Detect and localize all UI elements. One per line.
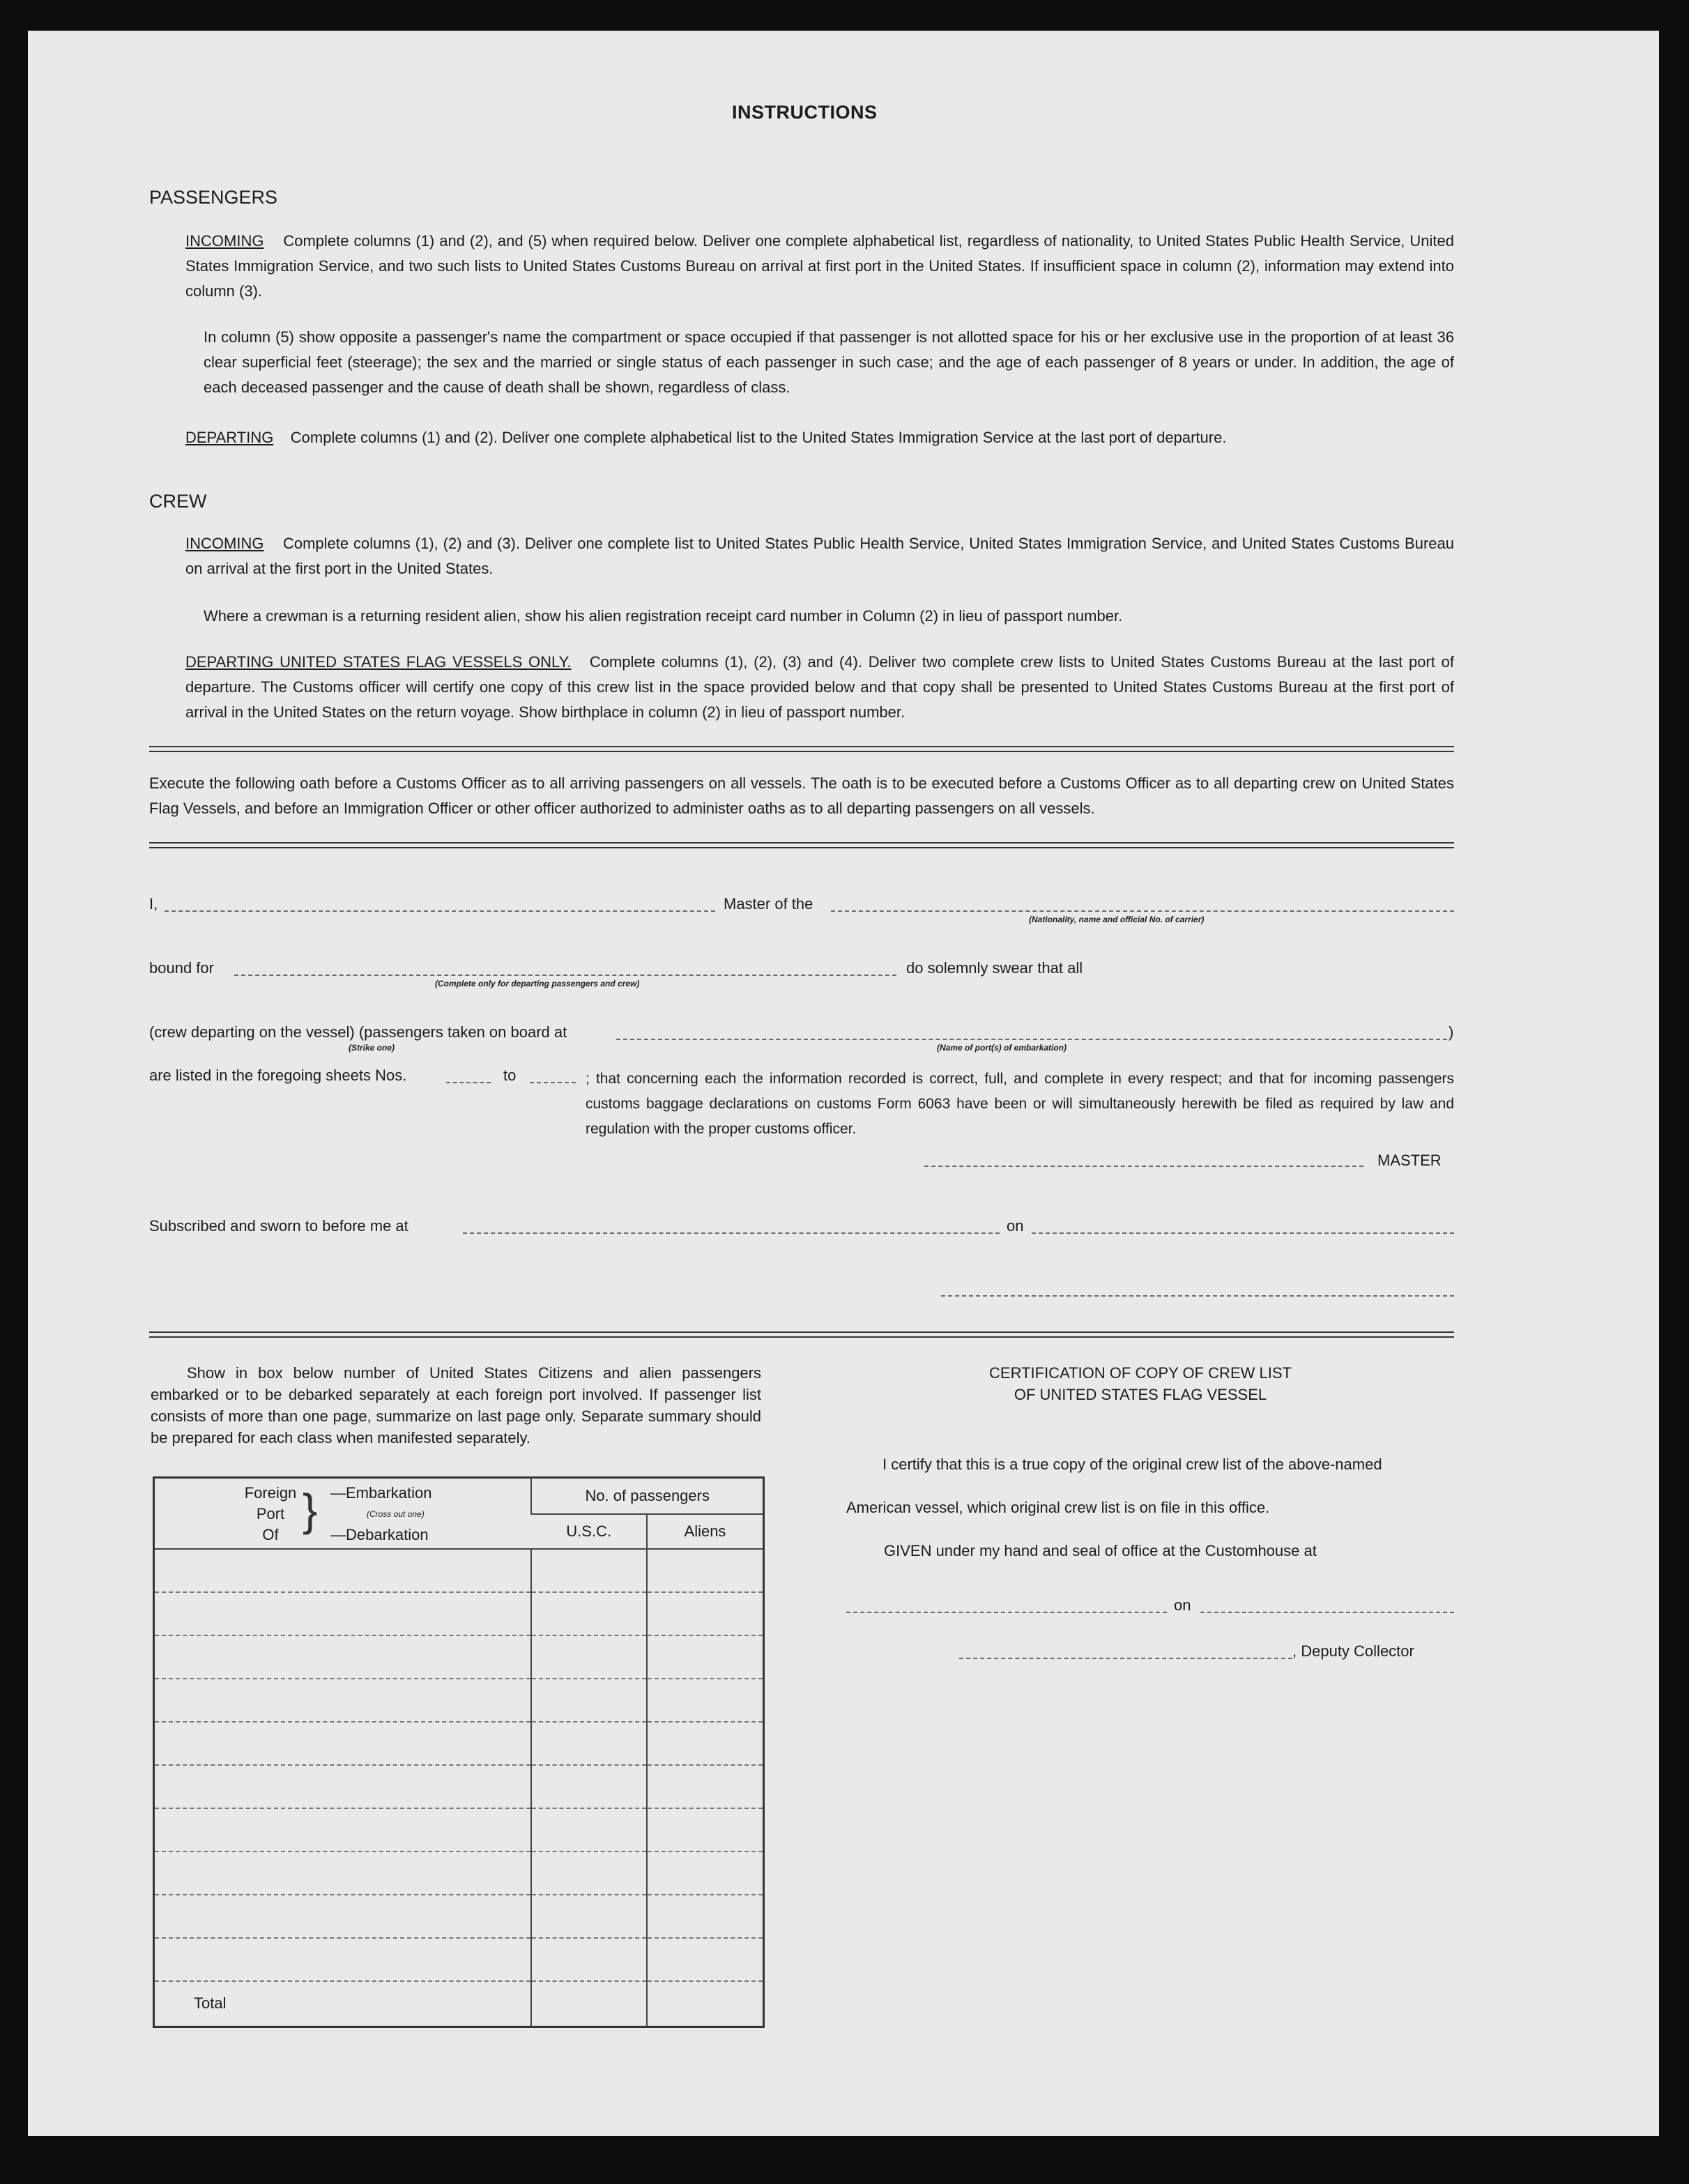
cert-on-label: on bbox=[1174, 1596, 1191, 1614]
divider-rule bbox=[149, 746, 1454, 752]
certify-line2: American vessel, which original crew list is on file in this office. bbox=[846, 1499, 1270, 1516]
certification-title-line1: CERTIFICATION OF COPY OF CREW LIST bbox=[989, 1364, 1292, 1382]
of-label: Of bbox=[262, 1526, 279, 1543]
total-row bbox=[154, 1981, 764, 2027]
crew-departing-paragraph bbox=[185, 650, 1454, 725]
table-row bbox=[154, 1679, 764, 1722]
listed-rest: ; that concerning each the information recorded is correct, full, and complete in every respect; and that for incoming passengers customs baggage declarations on customs Form 6063 have been or will simultaneously herewith be filed as required by law and regulation with the proper customs officer. bbox=[586, 1071, 1454, 1137]
table-row bbox=[154, 1938, 764, 1981]
master-label: MASTER bbox=[1377, 1152, 1442, 1169]
certification-title-line2: OF UNITED STATES FLAG VESSEL bbox=[1014, 1386, 1267, 1403]
customhouse-field[interactable] bbox=[846, 1612, 1167, 1613]
no-passengers-header: No. of passengers bbox=[531, 1478, 763, 1514]
master-of-the-label: Master of the bbox=[724, 895, 813, 912]
total-label: Total bbox=[194, 1994, 227, 2013]
usc-cell[interactable] bbox=[531, 1851, 647, 1895]
aliens-cell[interactable] bbox=[647, 1938, 764, 1981]
port-cell[interactable] bbox=[154, 1895, 532, 1938]
officer-signature-field[interactable] bbox=[941, 1295, 1454, 1297]
port-cell[interactable] bbox=[154, 1808, 532, 1851]
listed-start: are listed in the foregoing sheets Nos. bbox=[149, 1067, 407, 1084]
table-row bbox=[154, 1895, 764, 1938]
aliens-cell[interactable] bbox=[647, 1851, 764, 1895]
usc-cell[interactable] bbox=[531, 1592, 647, 1635]
usc-cell[interactable] bbox=[531, 1679, 647, 1722]
usc-cell[interactable] bbox=[531, 1765, 647, 1808]
crew-departing-text: Complete columns (1), (2), (3) and (4). Deliver two complete crew lists to United States Customs Bureau at the last port of departure. The Customs officer will certify one copy of this crew list in the space provided below and that copy shall be presented to United States Customs Bureau at the first port of arrival in the United States on the return voyage. Show birthplace in column (2) in lieu of passport number. bbox=[185, 653, 1454, 721]
sheet-to-field[interactable] bbox=[530, 1082, 576, 1083]
divider-rule bbox=[149, 1331, 1454, 1338]
passengers-incoming-paragraph bbox=[185, 229, 1454, 304]
debarkation-label: —Debarkation bbox=[330, 1526, 429, 1543]
table-row bbox=[154, 1765, 764, 1808]
cross-out-caption: (Cross out one) bbox=[367, 1509, 425, 1519]
certify-line1: I certify that this is a true copy of the original crew list of the above-named bbox=[882, 1456, 1382, 1473]
crew-departing-label: (crew departing on the vessel) (passengers taken on board at bbox=[149, 1023, 567, 1041]
aliens-cell[interactable] bbox=[647, 1679, 764, 1722]
port-cell[interactable] bbox=[154, 1592, 532, 1635]
table-row bbox=[154, 1851, 764, 1895]
summary-instruction: Show in box below number of United States Citizens and alien passengers embarked or to be debarked separately at each foreign port involved. If passenger list consists of more than one page, summarize on last page only. Separate summary should be prepared for each class when manifested separately. bbox=[151, 1364, 761, 1446]
table-row bbox=[154, 1549, 764, 1592]
aliens-cell[interactable] bbox=[647, 1765, 764, 1808]
brace-glyph: } bbox=[303, 1485, 318, 1535]
usc-cell[interactable] bbox=[531, 1938, 647, 1981]
to-label: to bbox=[503, 1067, 517, 1084]
master-name-field[interactable] bbox=[165, 910, 715, 912]
certification-title bbox=[834, 1362, 1447, 1405]
bound-for-field[interactable] bbox=[234, 975, 896, 976]
cert-date-field[interactable] bbox=[1200, 1612, 1454, 1613]
close-paren: ) bbox=[1449, 1023, 1454, 1041]
bound-for-label: bound for bbox=[149, 959, 214, 977]
passenger-summary-table bbox=[153, 1476, 765, 2028]
bound-caption: (Complete only for departing passengers and crew) bbox=[435, 979, 640, 988]
aliens-cell[interactable] bbox=[647, 1592, 764, 1635]
foreign-port-header bbox=[154, 1478, 532, 1549]
deputy-signature-field[interactable] bbox=[959, 1658, 1292, 1659]
port-cell[interactable] bbox=[154, 1851, 532, 1895]
sworn-date-field[interactable] bbox=[1032, 1232, 1454, 1234]
passengers-column5-paragraph: In column (5) show opposite a passenger's name the compartment or space occupied if that passenger is not allotted space for his or her exclusive use in the proportion of at least 36 clear superficial feet (steerage); the sex and the married or single status of each passenger in such case; and the age of each passenger of 8 years or under. In addition, the age of each deceased passenger and the cause of death shall be shown, regardless of class. bbox=[204, 328, 1454, 396]
aliens-cell[interactable] bbox=[647, 1549, 764, 1592]
table-row bbox=[154, 1722, 764, 1765]
crew-incoming-text: Complete columns (1), (2) and (3). Deliver one complete list to United States Public Health Service, United States Immigration Service, and United States Customs Bureau on arrival at the first port in the United States. bbox=[185, 535, 1454, 577]
usc-cell[interactable] bbox=[531, 1808, 647, 1851]
carrier-field[interactable] bbox=[831, 910, 1454, 912]
aliens-header: Aliens bbox=[647, 1514, 764, 1549]
usc-cell[interactable] bbox=[531, 1722, 647, 1765]
on-label: on bbox=[1007, 1217, 1024, 1235]
sheet-from-field[interactable] bbox=[446, 1082, 491, 1083]
crew-departing-label: DEPARTING UNITED STATES FLAG VESSELS ONLY. bbox=[185, 653, 572, 671]
nationality-caption: (Nationality, name and official No. of carrier) bbox=[1029, 915, 1205, 924]
oath-i-label: I, bbox=[149, 895, 158, 912]
embarkation-port-field[interactable] bbox=[616, 1039, 1447, 1040]
table-row bbox=[154, 1635, 764, 1679]
total-usc-cell[interactable] bbox=[531, 1981, 647, 2027]
crew-incoming-paragraph bbox=[185, 531, 1454, 581]
passengers-incoming-text: Complete columns (1) and (2), and (5) when required below. Deliver one complete alphabetical list, regardless of nationality, to United States Public Health Service, United States Immigration Service, and two such lists to United States Customs Bureau on arrival at first port in the United States. If insufficient space in column (2), information may extend into column (3). bbox=[185, 232, 1454, 300]
divider-rule bbox=[149, 842, 1454, 848]
oath-instruction: Execute the following oath before a Customs Officer as to all arriving passengers on all vessels. The oath is to be executed before a Customs Officer as to all departing crew on United States Flag Vessels, and before an Immigration Officer or other officer authorized to administer oaths as to all departing passengers on all vessels. bbox=[149, 774, 1454, 817]
given-line: GIVEN under my hand and seal of office at the Customhouse at bbox=[884, 1542, 1317, 1559]
port-cell[interactable] bbox=[154, 1722, 532, 1765]
aliens-cell[interactable] bbox=[647, 1808, 764, 1851]
port-cell[interactable] bbox=[154, 1938, 532, 1981]
passengers-departing-label: DEPARTING bbox=[185, 429, 274, 446]
strike-caption: (Strike one) bbox=[349, 1043, 395, 1053]
port-cell[interactable] bbox=[154, 1765, 532, 1808]
total-aliens-cell[interactable] bbox=[647, 1981, 764, 2027]
subscribed-label: Subscribed and sworn to before me at bbox=[149, 1217, 408, 1235]
passengers-departing-paragraph bbox=[185, 425, 1454, 450]
port-cell[interactable] bbox=[154, 1635, 532, 1679]
master-signature-field[interactable] bbox=[924, 1166, 1363, 1167]
port-caption: (Name of port(s) of embarkation) bbox=[937, 1043, 1067, 1053]
usc-cell[interactable] bbox=[531, 1895, 647, 1938]
port-label: Port bbox=[256, 1505, 285, 1522]
crew-resident-paragraph: Where a crewman is a returning resident alien, show his alien registration receipt card number in Column (2) in lieu of passport number. bbox=[204, 607, 1123, 625]
foreign-label: Foreign bbox=[244, 1484, 297, 1502]
usc-cell[interactable] bbox=[531, 1635, 647, 1679]
aliens-cell[interactable] bbox=[647, 1722, 764, 1765]
instructions-heading: INSTRUCTIONS bbox=[732, 102, 878, 123]
port-cell[interactable] bbox=[154, 1549, 532, 1592]
sworn-place-field[interactable] bbox=[463, 1232, 1000, 1234]
crew-heading: CREW bbox=[149, 491, 207, 512]
crew-incoming-label: INCOMING bbox=[185, 535, 264, 552]
deputy-collector-label: , Deputy Collector bbox=[1292, 1642, 1414, 1660]
aliens-cell[interactable] bbox=[647, 1895, 764, 1938]
passengers-departing-text: Complete columns (1) and (2). Deliver one complete alphabetical list to the United States Immigration Service at the last port of departure. bbox=[290, 429, 1227, 446]
port-cell[interactable] bbox=[154, 1679, 532, 1722]
swear-label: do solemnly swear that all bbox=[906, 959, 1083, 977]
aliens-cell[interactable] bbox=[647, 1635, 764, 1679]
passengers-heading: PASSENGERS bbox=[149, 187, 278, 208]
usc-cell[interactable] bbox=[531, 1549, 647, 1592]
table-row bbox=[154, 1592, 764, 1635]
passengers-incoming-label: INCOMING bbox=[185, 232, 264, 250]
table-row bbox=[154, 1808, 764, 1851]
embarkation-label: —Embarkation bbox=[330, 1484, 432, 1502]
usc-header: U.S.C. bbox=[531, 1514, 647, 1549]
